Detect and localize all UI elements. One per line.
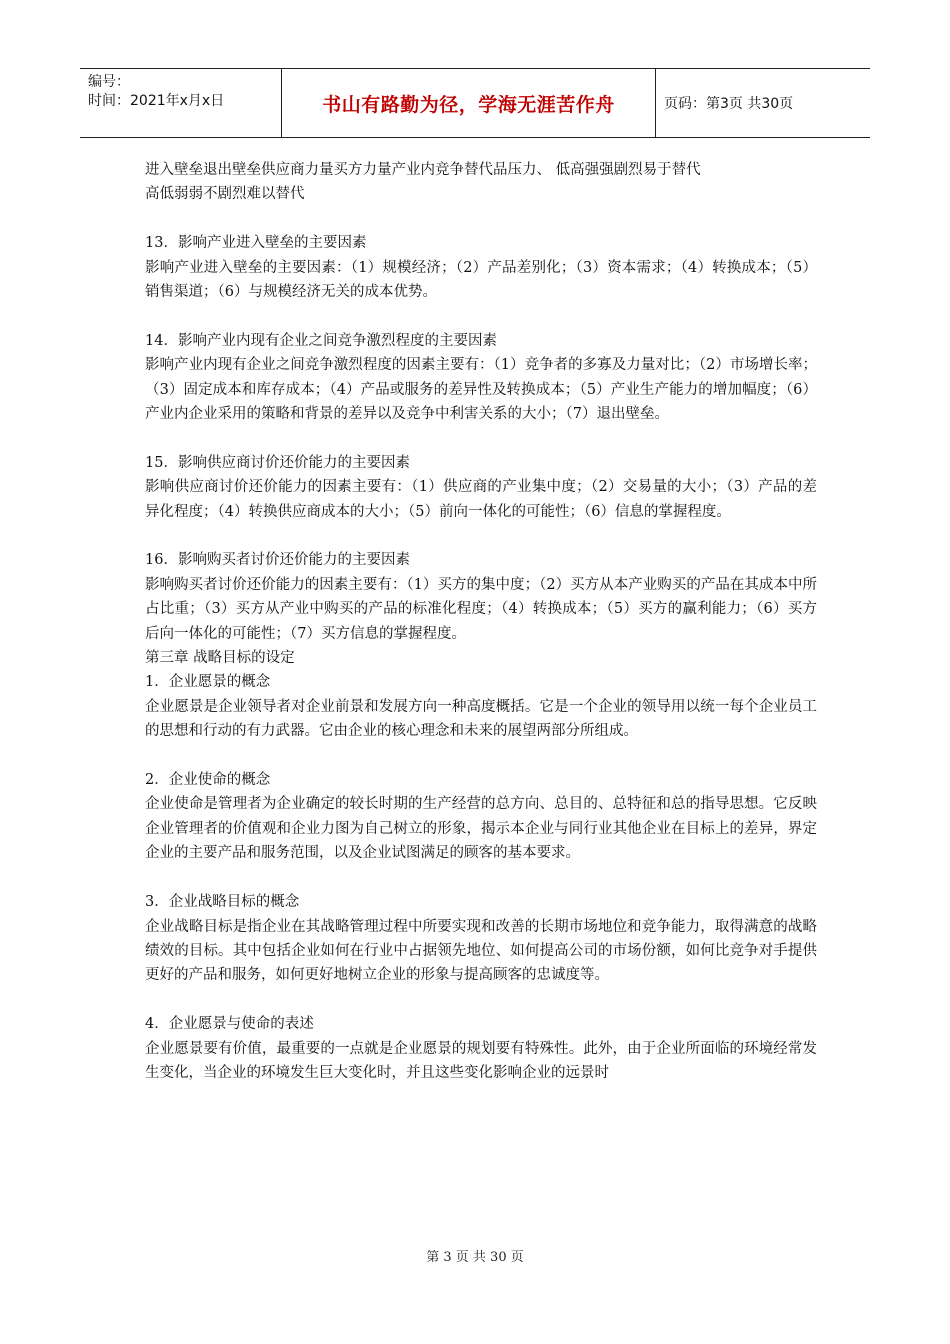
section-14-title: 14．影响产业内现有企业之间竞争激烈程度的主要因素 <box>145 332 497 349</box>
chapter-3-item-3-body: 企业战略目标是指企业在其战略管理过程中所要实现和改善的长期市场地位和竞争能力，取得满意的战略绩效的目标。其中包括企业如何在行业中占据领先地位、如何提高公司的市场份额，如何比竞争对手提供更好的产品和服务，如何更好地树立企业的形象与提高顾客的忠诚度等。 <box>145 918 817 984</box>
section-13-body: 影响产业进入壁垒的主要因素：（1）规模经济；（2）产品差别化；（3）资本需求；（4）转换成本；（5）销售渠道；（6）与规模经济无关的成本优势。 <box>145 259 817 301</box>
page-header <box>80 68 870 138</box>
intro-line-2: 高低弱弱不剧烈难以替代 <box>145 186 305 203</box>
section-16-title: 16．影响购买者讨价还价能力的主要因素 <box>145 552 410 569</box>
document-date-label: 时间：2021年x月x日 <box>88 93 225 109</box>
chapter-3-item-4-body: 企业愿景要有价值，最重要的一点就是企业愿景的规划要有特殊性。此外，由于企业所面临的环境经常发生变化，当企业的环境发生巨大变化时，并且这些变化影响企业的远景时 <box>145 1040 817 1081</box>
header-motto: 书山有路勤为径，学海无涯苦作舟 <box>322 93 615 116</box>
header-motto-cell <box>282 69 656 137</box>
chapter-3-item-4-title: 4．企业愿景与使命的表述 <box>145 1016 314 1033</box>
section-16-body: 影响购买者讨价还价能力的因素主要有：（1）买方的集中度；（2）买方从本产业购买的产品在其成本中所占比重；（3）买方从产业中购买的产品的标准化程度；（4）转换成本；（5）买方的赢利能力；（6）买方后向一体化的可能性；（7）买方信息的掌握程度。 <box>145 576 817 642</box>
page-footer: 第 3 页 共 30 页 <box>426 1250 524 1265</box>
section-14-body: 影响产业内现有企业之间竞争激烈程度的因素主要有：（1）竞争者的多寡及力量对比；（2）市场增长率；（3）固定成本和库存成本；（4）产品或服务的差异性及转换成本；（5）产业生产能力的增加幅度；（6）产业内企业采用的策略和背景的差异以及竞争中利害关系的大小；（7）退出壁垒。 <box>145 357 817 423</box>
intro-line-1: 进入壁垒退出壁垒供应商力量买方力量产业内竞争替代品压力、 低高强强剧烈易于替代 <box>145 162 701 178</box>
chapter-3-heading: 第三章 战略目标的设定 <box>145 650 295 667</box>
chapter-3-item-2-body: 企业使命是管理者为企业确定的较长时期的生产经营的总方向、总目的、总特征和总的指导思想。它反映企业管理者的价值观和企业力图为自己树立的形象，揭示本企业与同行业其他企业在目标上的差异，界定企业的主要产品和服务范围，以及企业试图满足的顾客的基本要求。 <box>145 796 817 862</box>
header-meta-cell <box>80 69 282 137</box>
section-15-body: 影响供应商讨价还价能力的因素主要有：（1）供应商的产业集中度；（2）交易量的大小；（3）产品的差异化程度；（4）转换供应商成本的大小；（5）前向一体化的可能性；（6）信息的掌握程度。 <box>145 479 817 520</box>
chapter-3-item-1-body: 企业愿景是企业领导者对企业前景和发展方向一种高度概括。它是一个企业的领导用以统一每个企业员工的思想和行动的有力武器。它由企业的核心理念和未来的展望两部分所组成。 <box>145 698 817 740</box>
header-page-number: 页码：第3页 共30页 <box>664 96 794 112</box>
chapter-3-item-2-title: 2．企业使命的概念 <box>145 772 271 789</box>
header-page-cell <box>656 69 870 137</box>
document-body <box>145 158 817 1085</box>
document-number-label: 编号： <box>88 74 130 90</box>
section-15-title: 15．影响供应商讨价还价能力的主要因素 <box>145 454 410 471</box>
chapter-3-item-3-title: 3．企业战略目标的概念 <box>145 894 300 911</box>
section-13-title: 13．影响产业进入壁垒的主要因素 <box>145 235 367 252</box>
chapter-3-item-1-title: 1．企业愿景的概念 <box>145 674 271 691</box>
